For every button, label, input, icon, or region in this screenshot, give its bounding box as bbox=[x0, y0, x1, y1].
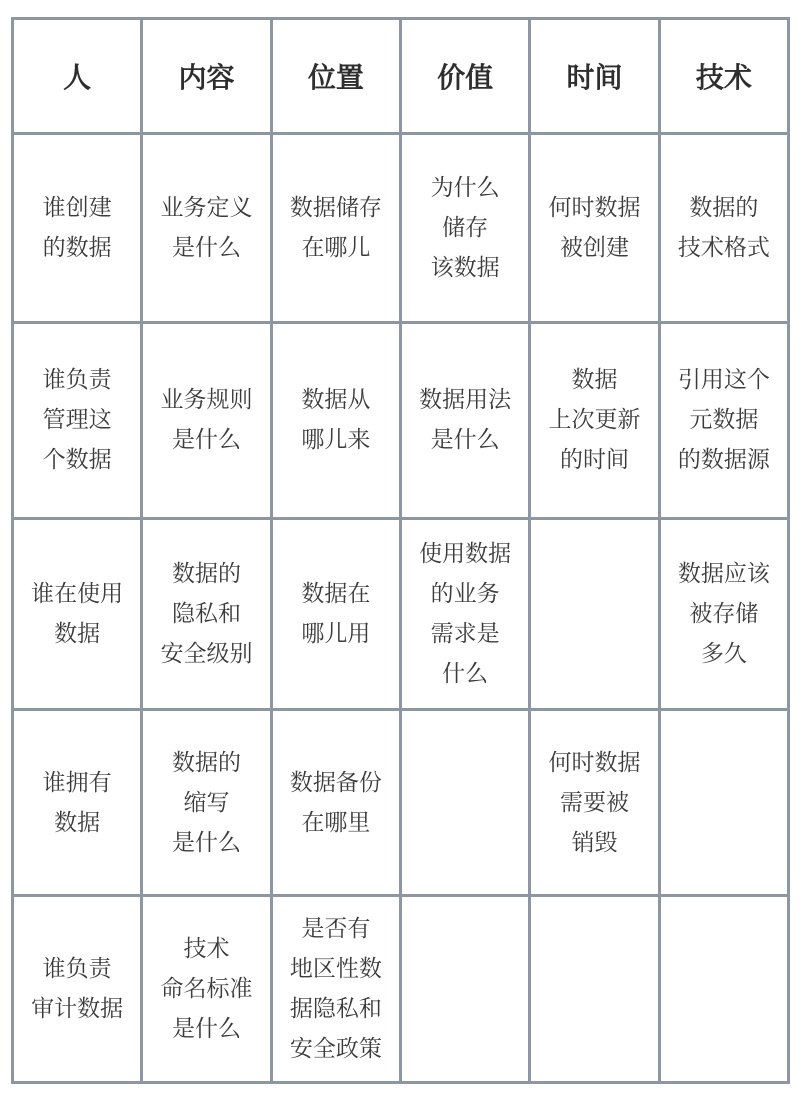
table-cell bbox=[143, 324, 269, 517]
table-row bbox=[14, 135, 787, 321]
cell-text-line: 隐私和 bbox=[171, 600, 241, 627]
cell-text-line: 数据用法 bbox=[419, 387, 512, 414]
metadata-table bbox=[11, 17, 790, 1084]
cell-text-line: 数据的 bbox=[171, 749, 241, 776]
table-cell bbox=[143, 897, 269, 1081]
table-cell bbox=[402, 520, 528, 709]
cell-text-line: 数据 bbox=[571, 367, 618, 394]
cell-text-line: 是什么 bbox=[171, 234, 241, 261]
table-cell bbox=[143, 135, 269, 321]
table-cell bbox=[531, 520, 657, 709]
table-cell bbox=[14, 897, 140, 1081]
cell-text-line: 谁负责 bbox=[42, 956, 112, 983]
cell-text-line: 在哪儿 bbox=[301, 234, 371, 261]
cell-text-line: 技术格式 bbox=[677, 234, 770, 261]
table-cell bbox=[661, 897, 787, 1081]
cell-text-line: 数据应该 bbox=[677, 560, 770, 587]
cell-text-line: 是什么 bbox=[171, 829, 241, 856]
cell-text-line: 的数据源 bbox=[677, 447, 770, 474]
cell-text-line: 是什么 bbox=[171, 427, 241, 454]
cell-text-line: 是否有 bbox=[301, 916, 371, 943]
cell-text-line: 安全政策 bbox=[289, 1036, 382, 1063]
table-cell bbox=[14, 135, 140, 321]
cell-text-line: 该数据 bbox=[430, 254, 500, 281]
cell-text-line: 安全级别 bbox=[160, 640, 253, 667]
table-cell bbox=[143, 520, 269, 709]
table-cell bbox=[14, 324, 140, 517]
cell-text-line: 谁在使用 bbox=[31, 580, 124, 607]
header-cell-person: 人 bbox=[14, 20, 140, 132]
table-row bbox=[14, 324, 787, 517]
cell-text-line: 数据 bbox=[54, 809, 101, 836]
cell-text-line: 命名标准 bbox=[160, 976, 253, 1003]
table-cell bbox=[273, 520, 399, 709]
table-cell bbox=[531, 897, 657, 1081]
table-cell bbox=[143, 711, 269, 894]
table-cell bbox=[402, 135, 528, 321]
table-row bbox=[14, 897, 787, 1081]
cell-text-line: 谁拥有 bbox=[42, 769, 112, 796]
cell-text-line: 数据 bbox=[54, 620, 101, 647]
table-cell bbox=[273, 135, 399, 321]
cell-text-line: 谁负责 bbox=[42, 367, 112, 394]
cell-text-line: 为什么 bbox=[430, 174, 500, 201]
table-cell bbox=[661, 135, 787, 321]
cell-text-line: 的数据 bbox=[42, 234, 112, 261]
header-cell-content: 内容 bbox=[143, 20, 269, 132]
cell-text-line: 数据在 bbox=[301, 580, 371, 607]
cell-text-line: 哪儿用 bbox=[301, 620, 371, 647]
cell-text-line: 数据备份 bbox=[289, 769, 382, 796]
cell-text-line: 管理这 bbox=[42, 407, 112, 434]
table-cell bbox=[14, 711, 140, 894]
cell-text-line: 是什么 bbox=[171, 1016, 241, 1043]
cell-text-line: 需求是 bbox=[430, 620, 500, 647]
cell-text-line: 需要被 bbox=[559, 789, 629, 816]
cell-text-line: 被存储 bbox=[689, 600, 759, 627]
table-body bbox=[14, 135, 787, 1081]
cell-text-line: 缩写 bbox=[183, 789, 230, 816]
table-cell bbox=[273, 897, 399, 1081]
cell-text-line: 的时间 bbox=[559, 447, 629, 474]
cell-text-line: 何时数据 bbox=[548, 194, 641, 221]
table-cell bbox=[402, 711, 528, 894]
header-row bbox=[14, 20, 787, 132]
cell-text-line: 技术 bbox=[183, 936, 230, 963]
cell-text-line: 谁创建 bbox=[42, 194, 112, 221]
table-cell bbox=[402, 324, 528, 517]
cell-text-line: 多久 bbox=[700, 640, 747, 667]
table-cell bbox=[661, 711, 787, 894]
table-row bbox=[14, 520, 787, 709]
table-cell bbox=[531, 324, 657, 517]
header-cell-value: 价值 bbox=[402, 20, 528, 132]
table-cell bbox=[273, 324, 399, 517]
cell-text-line: 个数据 bbox=[42, 447, 112, 474]
cell-text-line: 审计数据 bbox=[31, 996, 124, 1023]
cell-text-line: 何时数据 bbox=[548, 749, 641, 776]
metadata-table-container bbox=[11, 17, 790, 1084]
table-cell bbox=[531, 135, 657, 321]
cell-text-line: 储存 bbox=[442, 214, 489, 241]
table-cell bbox=[531, 711, 657, 894]
table-cell bbox=[661, 520, 787, 709]
cell-text-line: 业务规则 bbox=[160, 387, 253, 414]
cell-text-line: 数据的 bbox=[171, 560, 241, 587]
cell-text-line: 的业务 bbox=[430, 580, 500, 607]
table-cell bbox=[273, 711, 399, 894]
table-cell bbox=[402, 897, 528, 1081]
cell-text-line: 上次更新 bbox=[548, 407, 641, 434]
cell-text-line: 在哪里 bbox=[301, 809, 371, 836]
table-cell bbox=[661, 324, 787, 517]
cell-text-line: 数据的 bbox=[689, 194, 759, 221]
cell-text-line: 使用数据 bbox=[419, 540, 512, 567]
cell-text-line: 被创建 bbox=[559, 234, 629, 261]
cell-text-line: 哪儿来 bbox=[301, 427, 371, 454]
cell-text-line: 数据从 bbox=[301, 387, 371, 414]
cell-text-line: 据隐私和 bbox=[289, 996, 382, 1023]
cell-text-line: 地区性数 bbox=[289, 956, 382, 983]
table-cell bbox=[14, 520, 140, 709]
cell-text-line: 销毁 bbox=[571, 829, 618, 856]
header-cell-time: 时间 bbox=[531, 20, 657, 132]
cell-text-line: 业务定义 bbox=[160, 194, 253, 221]
cell-text-line: 什么 bbox=[442, 660, 489, 687]
table-row bbox=[14, 711, 787, 894]
header-cell-location: 位置 bbox=[273, 20, 399, 132]
cell-text-line: 引用这个 bbox=[677, 367, 770, 394]
header-cell-technology: 技术 bbox=[661, 20, 787, 132]
cell-text-line: 数据储存 bbox=[289, 194, 382, 221]
cell-text-line: 元数据 bbox=[689, 407, 759, 434]
cell-text-line: 是什么 bbox=[430, 427, 500, 454]
